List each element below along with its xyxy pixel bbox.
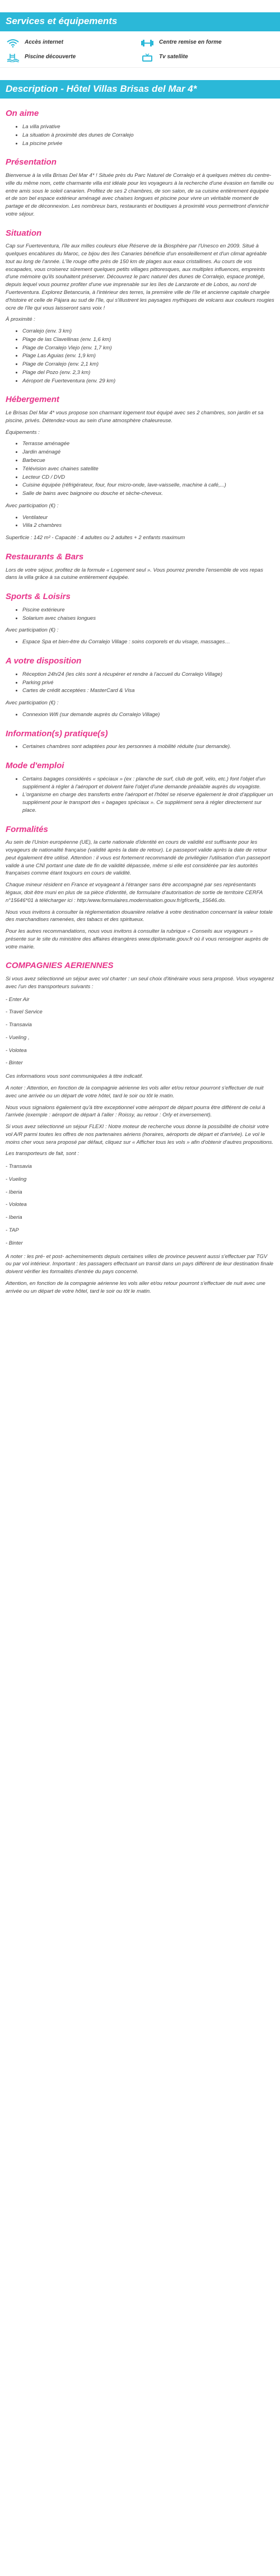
list-item: • Parking privé — [22, 679, 274, 687]
paragraph: A noter : les pré- et post- acheminements depuis certaines villes de province peuvent aussi s'effectuer par TGV ou par vol intérieur. Important : les passagers effectuant un transit dans un pays différent de leur destination finale doivent vérifier les formalités d'entrée du pays concerné. — [6, 1253, 274, 1275]
paragraph: Avec participation (€) : — [6, 502, 59, 509]
list-item: - Volotea — [6, 1201, 27, 1208]
section-title: COMPAGNIES AERIENNES — [6, 961, 114, 971]
list-item: • La piscine privée — [22, 140, 274, 148]
proximity-list — [6, 328, 274, 385]
services-banner: Services et équipements — [0, 12, 280, 31]
paragraph: Équipements : — [6, 429, 40, 436]
section-title: Mode d'emploi — [6, 761, 64, 771]
list-item: • Aéroport de Fuerteventura (env. 29 km) — [22, 377, 274, 385]
on-aime-list — [6, 123, 274, 147]
paragraph: Les transporteurs de fait, sont : — [6, 1151, 79, 1157]
paragraph: Au sein de l'Union européenne (UE), la carte nationale d'identité en cours de validité est suffisante pour les voyageurs de nationalité française (validité après la date de retour). Le passeport valide après la date de retour peut également être utilisé. Attention : il vous est fortement recommandé de privilégier l'utilisation d'un passeport valide à une CNI portant une date de fin de validité dépassée, même si elle est considérée par les autorités françaises comme étant toujours en cours de validité. — [6, 839, 270, 877]
list-item: - Enter Air — [6, 996, 30, 1003]
paragraph: Si vous avez sélectionné un séjour FLEXI : Notre moteur de recherche vous donne la possibilité de choisir votre vol A/R parmi toutes les offres de nos partenaires aériens (horaires, aéroports de départ et d'arrivée). Le vol le moins cher vous sera proposé par défaut, cliquez sur « Afficher tous les vols » afin d'obtenir d'autres propositions. — [6, 1124, 274, 1146]
equipment-label: Piscine découverte — [25, 54, 76, 60]
list-item: • Cartes de crédit acceptées : MasterCard & Visa — [22, 687, 274, 695]
list-item: • Ventilateur — [22, 514, 274, 522]
list-item: • Certaines chambres sont adaptées pour les personnes à mobilité réduite (sur demande). — [22, 743, 274, 751]
section-title: Information(s) pratique(s) — [6, 728, 108, 738]
equipment-item — [140, 50, 274, 65]
paragraph: Bienvenue à la villa Brisas Del Mar 4* ! Située près du Parc Naturel de Corralejo et à quelques mètres du centre-ville du même nom, cette charmante villa est idéale pour les voyageurs à la recherche d'une évasion en famille ou entre amis sous le soleil canarien. Profitez de ses 2 chambres, de son salon, de sa cuisine entièrement équipée et de son bel espace extérieur aménagé avec chaises longues et piscine pour vivre un véritable moment de partage et de déconnexion. Les nombreux bars, restaurants et boutiques à proximité vous permettront d'enrichir votre séjour. — [6, 172, 274, 217]
list-item: • Corralejo (env. 3 km) — [22, 328, 274, 335]
list-item: - Iberia — [6, 1214, 22, 1221]
list-item: • Réception 24h/24 (les clés sont à récupérer et rendre à l'accueil du Corralejo Village) — [22, 671, 274, 679]
paragraph: Nous vous invitons à consulter la réglementation douanière relative à votre destination concernant la valeur totale des marchandises ramenées, des tabacs et des spiritueux. — [6, 909, 273, 923]
list-item: • Espace Spa et bien-être du Corralejo Village : soins corporels et du visage, massages… — [22, 638, 274, 646]
equipments-grid — [0, 31, 280, 68]
airline-list — [6, 1163, 274, 1247]
list-item: - Binter — [6, 1060, 23, 1067]
section-title: Formalités — [6, 824, 48, 834]
content — [0, 107, 280, 1295]
list-item: • Solarium avec chaises longues — [22, 615, 274, 623]
equipment-item — [6, 36, 140, 50]
list-item: • Certains bagages considérés « spéciaux » (ex : planche de surf, club de golf, vélo, etc.) font l'objet d'un supplément à régler à l'aéroport et doivent faire l'objet d'une demande préalable auprès du voyagiste. — [22, 775, 274, 791]
paragraph: Cap sur Fuerteventura, l'île aux milles couleurs élue Réserve de la Biosphère par l'Unesco en 2009. Situé à quelques encablures du Maroc, ce bijou des îles Canaries bénéficie d'un ensoleillement et d'un climat agréable tout au long de l'année. L'île rouge offre près de 150 km de plages aux eaux cristallines. Au cours de vos escapades, vous croiserez sûrement quelques petits villages pittoresques, aux multiples influences, empreints d'une mémoire qu'ils souhaitent préserver. Découvrez le parc naturel des dunes de Corralejo, espace protégé, depuis lequel vous pourrez profiter d'une vue imprenable sur les îles de Lanzarote et de Lobos, au nord de Fuerteventura. Explorez Betancuria, à l'intérieur des terres, la première ville de l'île et ancienne capitale chargée d'histoire et celle de Pájara au sud de l'île, qui s'illustrent les paysages mythiques de volcans aux couleurs rougies ocre de l'île qui vous laisseront sans voix ! — [6, 243, 274, 311]
section-title: Présentation — [6, 157, 57, 167]
paragraph: À proximité : — [6, 316, 35, 323]
list-item: • Cuisine équipée (réfrigérateur, four, four micro-onde, lave-vaisselle, machine à café,...) — [22, 481, 274, 489]
list-item: • Barbecue — [22, 457, 274, 465]
sports-list — [6, 606, 274, 623]
list-item: • Villa 2 chambres — [22, 522, 274, 530]
equipment-label: Tv satellite — [159, 54, 188, 60]
wifi-icon — [6, 38, 20, 48]
paragraph: Chaque mineur résident en France et voyageant à l'étranger sans être accompagné par ses représentants légaux, doit être muni en plus de sa pièce d'identité, de formulaire d'autorisation de sortie de territoire CERFA n°15646*01 à télécharger ici : http:/www.formulaires.modernisation.gouv.fr/gf/cerfa_15646.do. — [6, 882, 263, 904]
list-item: • Plage del Pozo (env. 2,3 km) — [22, 369, 274, 377]
section-title: Situation — [6, 228, 42, 238]
section-title: Sports & Loisirs — [6, 592, 71, 602]
list-item: - Iberia — [6, 1189, 22, 1195]
list-item: • Télévision avec chaines satellite — [22, 465, 274, 473]
paid-list — [6, 514, 274, 530]
emploi-list — [6, 775, 274, 815]
list-item: - Volotea — [6, 1047, 27, 1054]
list-item: - TAP — [6, 1227, 19, 1233]
list-item: • Connexion Wifi (sur demande auprès du Corralejo Village) — [22, 711, 274, 719]
tv-icon — [140, 53, 155, 63]
paragraph: Pour les autres recommandations, nous vous invitons à consulter la rubrique « Conseils aux voyageurs » présente sur le site du ministère des affaires étrangères www.diplomatie.gouv.fr où il vous renseigner auprès de votre mairie. — [6, 928, 269, 950]
list-item: • Plage de las Clavellinas (env. 1,6 km) — [22, 336, 274, 344]
page — [0, 12, 280, 1306]
list-item: • Jardin aménagé — [22, 448, 274, 456]
section-title: On aime — [6, 109, 39, 119]
description-banner: Description - Hôtel Villas Brisas del Mar 4* — [0, 80, 280, 99]
paragraph: A noter : Attention, en fonction de la compagnie aérienne les vols aller et/ou retour pourront s'effectuer de nuit avec une arrivée ou un départ de votre hôtel, tard le soir ou tôt le matin. — [6, 1085, 264, 1099]
equipment-item — [140, 36, 274, 50]
paid-list — [6, 711, 274, 719]
list-item: • La situation à proximité des dunes de Corralejo — [22, 132, 274, 139]
paragraph: Le Brisas Del Mar 4* vous propose son charmant logement tout équipé avec ses 2 chambres, son jardin et sa piscine, privés. Détendez-vous au sein d'une atmosphère chaleureuse. — [6, 410, 264, 424]
fitness-icon — [140, 38, 155, 48]
paragraph: Nous vous signalons également qu'à titre exceptionnel votre aéroport de départ pourra être différent de celui à l'arrivée (exemple : aéroport de départ à l'aller : Roissy, au retour : Orly et inversement). — [6, 1104, 265, 1119]
pool-icon — [6, 53, 20, 63]
paragraph: Ces informations vous sont communiquées à titre indicatif. — [6, 1073, 143, 1080]
airline-list — [6, 996, 274, 1068]
list-item: • Lecteur CD / DVD — [22, 474, 274, 481]
equipment-list — [6, 440, 274, 497]
infos-list — [6, 743, 274, 751]
paragraph: Lors de votre séjour, profitez de la formule « Logement seul ». Vous pourrez prendre l'ensemble de vos repas dans la villa grâce à sa cuisine entièrement équipée. — [6, 567, 263, 581]
section-title: A votre disposition — [6, 656, 82, 666]
equipment-label: Accès internet — [25, 39, 63, 46]
equipment-label: Centre remise en forme — [159, 39, 222, 46]
list-item: • Terrasse aménagée — [22, 440, 274, 448]
section-title: Hébergement — [6, 395, 59, 405]
paragraph: Si vous avez sélectionné un séjour avec vol charter : un seul choix d'itinéraire vous sera proposé. Vous voyagerez avec l'un des transporteurs suivants : — [6, 976, 274, 990]
list-item: • Plage Las Aguias (env. 1,9 km) — [22, 352, 274, 360]
list-item: • L'organisme en charge des transferts entre l'aéroport et l'hôtel se réserve également le droit d'appliquer un supplément pour le transport des « bagages spéciaux ». Ce supplément sera à régler directement sur place. — [22, 791, 274, 814]
list-item: - Binter — [6, 1240, 23, 1246]
list-item: - Vueling — [6, 1176, 27, 1182]
paragraph: Attention, en fonction de la compagnie aérienne les vols aller et/ou retour pourront s'effectuer de nuit avec une arrivée ou un départ de votre hôtel, tard le soir ou tôt le matin. — [6, 1280, 265, 1294]
paragraph: Avec participation (€) : — [6, 700, 59, 707]
list-item: • Salle de bains avec baignoire ou douche et sèche-cheveux. — [22, 490, 274, 498]
list-item: • Plage de Corralejo Viejo (env. 1,7 km) — [22, 344, 274, 352]
list-item: • Plage de Corralejo (env. 2,1 km) — [22, 361, 274, 368]
paragraph: Avec participation (€) : — [6, 627, 59, 634]
section-title: Restaurants & Bars — [6, 551, 84, 562]
list-item: - Vueling , — [6, 1034, 30, 1041]
list-item: • La villa privative — [22, 123, 274, 131]
equipment-item — [6, 50, 140, 65]
paid-list — [6, 638, 274, 646]
list-item: - Travel Service — [6, 1009, 43, 1016]
list-item: • Piscine extérieure — [22, 606, 274, 614]
list-item: - Transavia — [6, 1022, 32, 1028]
disposition-list — [6, 671, 274, 695]
list-item: - Transavia — [6, 1163, 32, 1170]
surface-text: Superficie : 142 m² - Capacité : 4 adultes ou 2 adultes + 2 enfants maximum — [6, 535, 185, 541]
